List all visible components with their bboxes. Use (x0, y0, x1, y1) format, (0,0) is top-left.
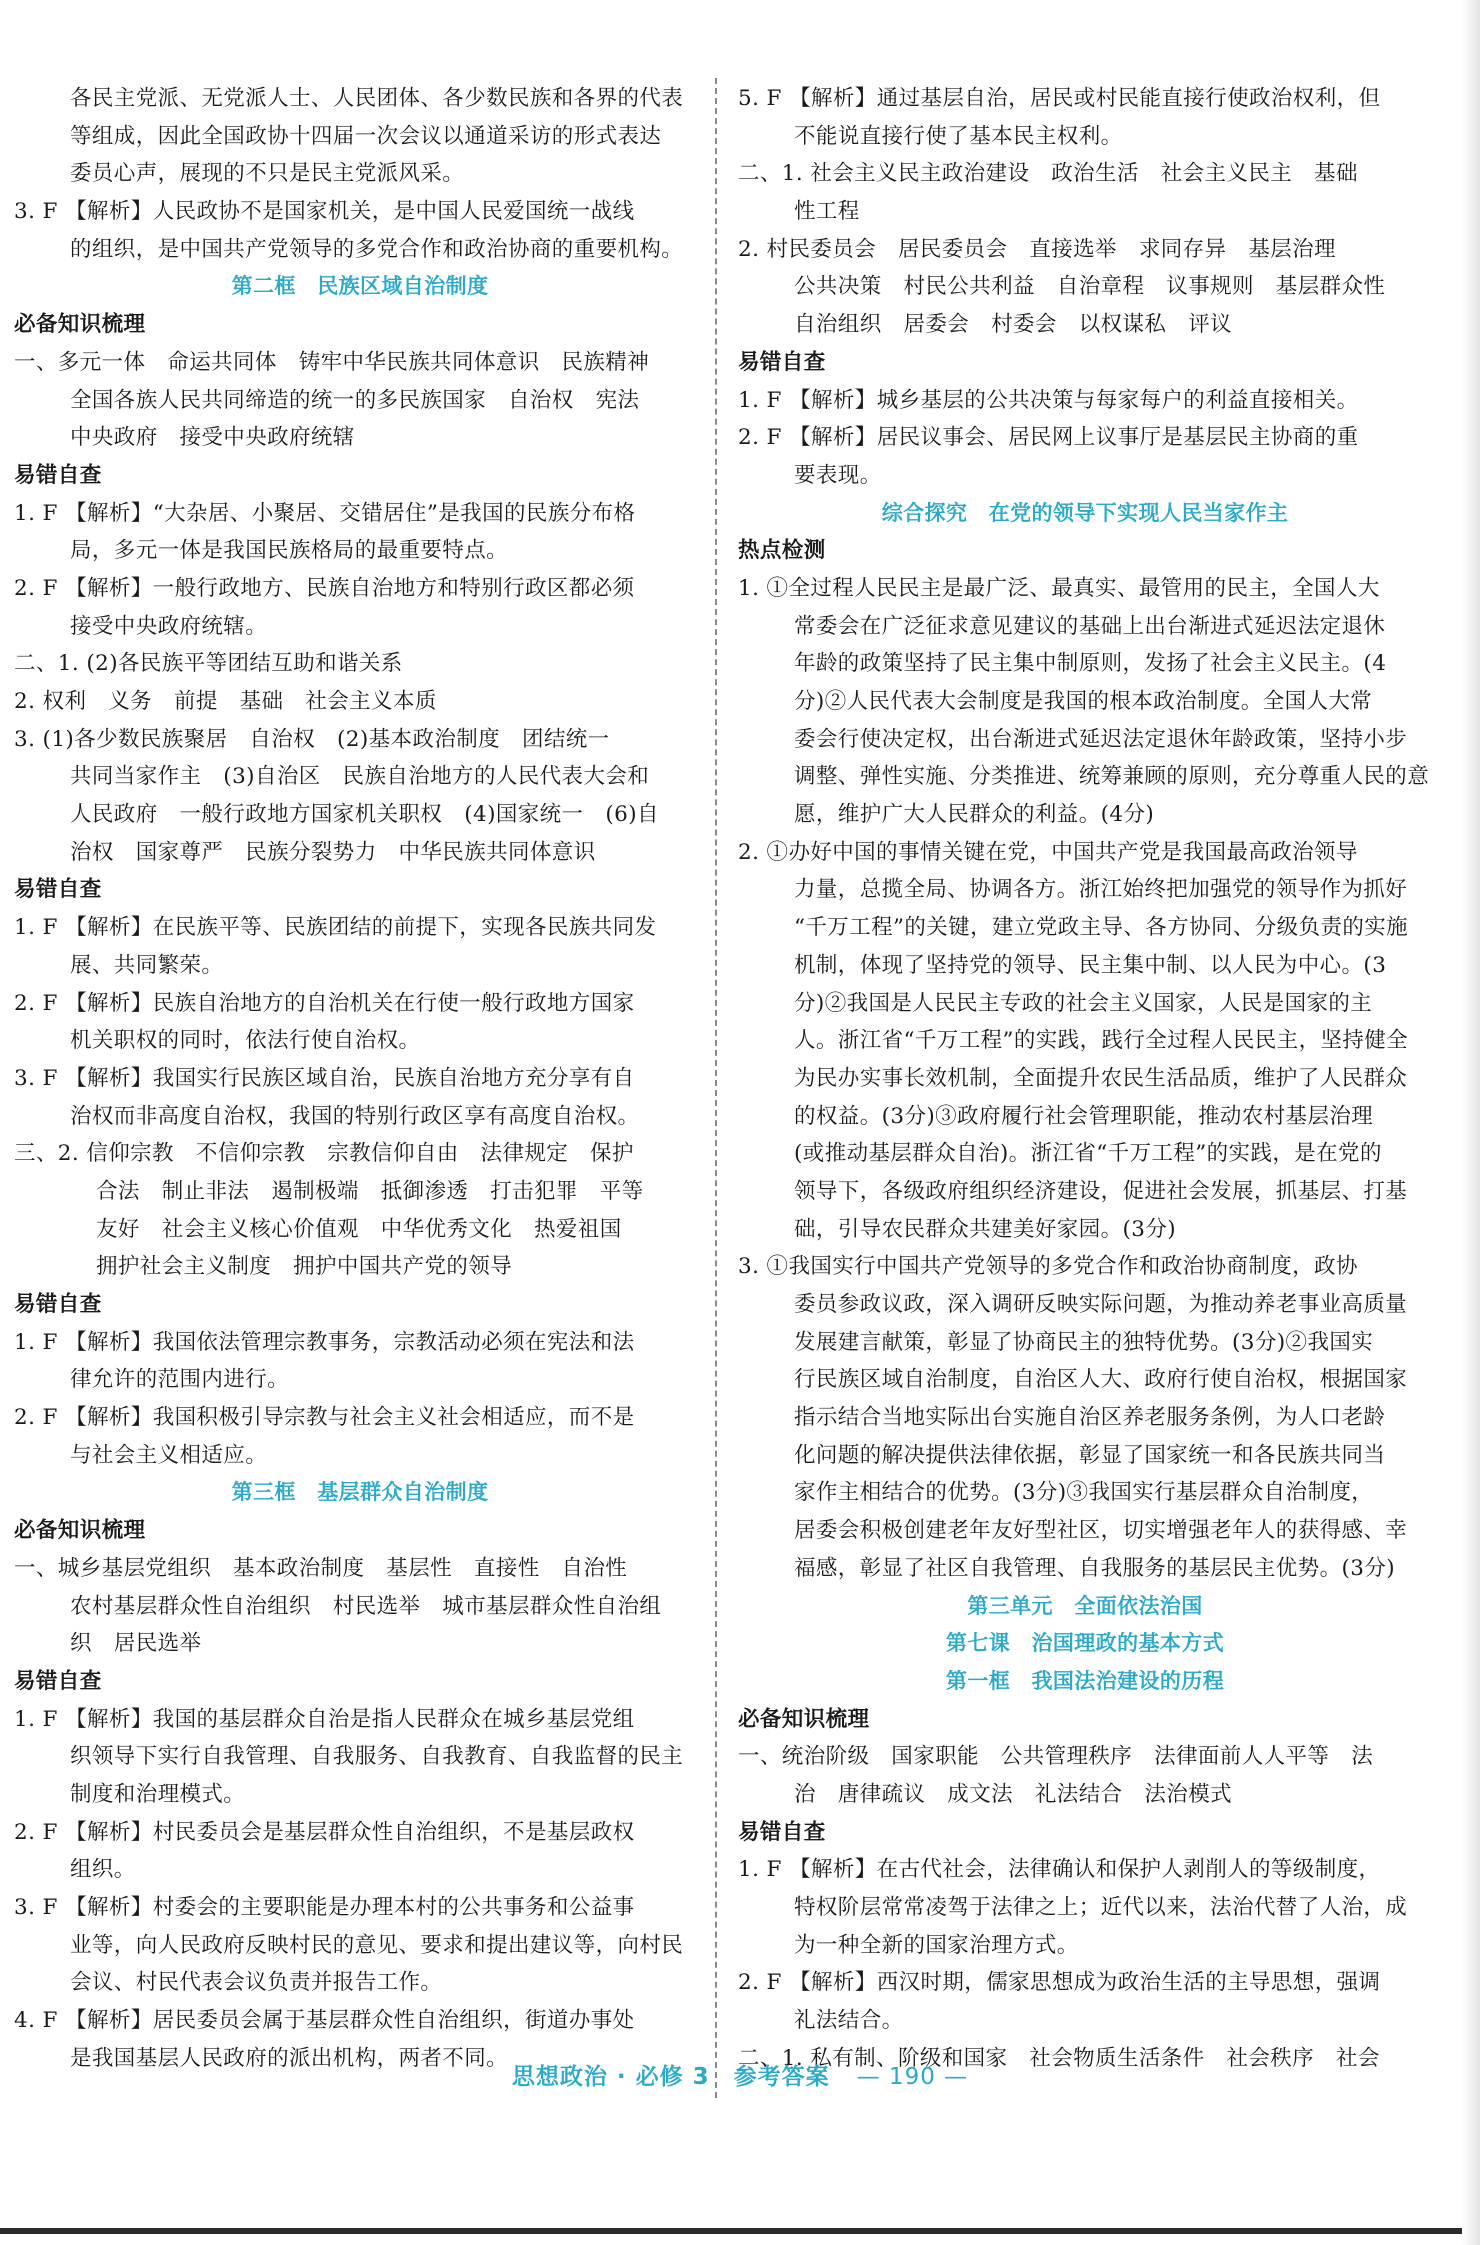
text-line: 拥护社会主义制度 拥护中国共产党的领导 (96, 1254, 513, 1280)
text-line: 1. F 【解析】在古代社会，法律确认和保护人剥削人的等级制度， (738, 1857, 1381, 1883)
text-line: 行民族区域自治制度，自治区人大、政府行使自治权，根据国家 (794, 1367, 1408, 1393)
text-line: 2. ①办好中国的事情关键在党，中国共产党是我国最高政治领导 (738, 839, 1358, 865)
text-line: 接受中央政府统辖。 (70, 613, 268, 639)
text-line: 织领导下实行自我管理、自我服务、自我教育、自我监督的民主 (70, 1744, 684, 1770)
text-line: 愿，维护广大人民群众的利益。(4分) (794, 802, 1155, 828)
text-line: 律允许的范围内进行。 (70, 1367, 290, 1393)
text-line: 1. F 【解析】我国的基层群众自治是指人民群众在城乡基层党组 (14, 1706, 635, 1732)
text-line: 力量，总揽全局、协调各方。浙江始终把加强党的领导作为抓好 (794, 877, 1408, 903)
subheading: 热点检测 (738, 538, 826, 564)
text-line: 家作主相结合的优势。(3分)③我国实行基层群众自治制度， (794, 1480, 1374, 1506)
text-line: 1. F 【解析】城乡基层的公共决策与每家每户的利益直接相关。 (738, 387, 1359, 413)
text-line: 2. F 【解析】村民委员会是基层群众性自治组织，不是基层政权 (14, 1819, 635, 1845)
text-line: 人民政府 一般行政地方国家机关职权 (4)国家统一 (6)自 (70, 802, 659, 828)
left-column (14, 80, 706, 2077)
text-line: 2. F 【解析】我国积极引导宗教与社会主义社会相适应，而不是 (14, 1405, 635, 1431)
text-line: 5. F 【解析】通过基层自治，居民或村民能直接行使政治权利，但 (738, 86, 1381, 111)
text-line: 二、1. 社会主义民主政治建设 政治生活 社会主义民主 基础 (738, 161, 1358, 187)
text-line: (或推动基层群众自治)。浙江省“千万工程”的实践，是在党的 (794, 1141, 1382, 1167)
text-line: 福感，彰显了社区自我管理、自我服务的基层民主优势。(3分) (794, 1555, 1396, 1581)
subheading: 易错自查 (14, 1292, 102, 1317)
text-line: 为民办实事长效机制，全面提升农民生活品质，维护了人民群众 (794, 1065, 1408, 1091)
text-line: 分)②我国是人民民主专政的社会主义国家，人民是国家的主 (794, 990, 1373, 1016)
text-line: 不能说直接行使了基本民主权利。 (794, 123, 1123, 149)
section-heading: 第三框 基层群众自治制度 (231, 1480, 489, 1505)
column-divider (715, 78, 717, 2098)
text-line: 要表现。 (794, 462, 882, 488)
text-line: 机制，体现了坚持党的领导、民主集中制、以人民为中心。(3 (794, 952, 1387, 978)
text-line: 三、2. 信仰宗教 不信仰宗教 宗教信仰自由 法律规定 保护 (14, 1141, 634, 1167)
text-line: “千万工程”的关键，建立党政主导、各方协同、分级负责的实施 (794, 915, 1409, 941)
text-line: 特权阶层常常凌驾于法律之上；近代以来，法治代替了人治，成 (794, 1895, 1408, 1920)
text-line: 3. F 【解析】我国实行民族区域自治，民族自治地方充分享有自 (14, 1065, 635, 1091)
text-line: 分)②人民代表大会制度是我国的根本政治制度。全国人大常 (794, 689, 1373, 714)
text-line: 机关职权的同时，依法行使自治权。 (70, 1028, 421, 1054)
subheading: 易错自查 (14, 877, 102, 903)
text-line: 常委会在广泛征求意见建议的基础上出台渐进式延迟法定退休 (794, 613, 1386, 639)
subheading: 必备知识梳理 (14, 1518, 146, 1544)
section-heading: 第一框 我国法治建设的历程 (945, 1668, 1225, 1693)
text-line: 2. F 【解析】一般行政地方、民族自治地方和特别行政区都必须 (14, 575, 635, 601)
subheading: 易错自查 (14, 1668, 102, 1694)
text-line: 1. F 【解析】“大杂居、小聚居、交错居住”是我国的民族分布格 (14, 500, 636, 526)
footer-page-number: — 190 — (856, 2064, 969, 2090)
footer-subject: 思想政治 · 必修 3 参考答案 (511, 2064, 830, 2090)
text-line: 为一种全新的国家治理方式。 (794, 1932, 1079, 1958)
subheading: 必备知识梳理 (14, 312, 146, 338)
text-line: 3. (1)各少数民族聚居 自治权 (2)基本政治制度 团结统一 (14, 726, 610, 752)
text-line: 领导下，各级政府组织经济建设，促进社会发展，抓基层、打基 (794, 1178, 1408, 1204)
text-line: 组织。 (70, 1857, 136, 1883)
subheading: 必备知识梳理 (738, 1706, 870, 1732)
bottom-rule (0, 2228, 1480, 2234)
text-line: 2. F 【解析】居民议事会、居民网上议事厅是基层民主协商的重 (738, 425, 1359, 451)
text-line: 制度和治理模式。 (70, 1781, 246, 1807)
text-line: 2. F 【解析】民族自治地方的自治机关在行使一般行政地方国家 (14, 990, 635, 1016)
text-line: 自治组织 居委会 村委会 以权谋私 评议 (794, 312, 1233, 338)
text-line: 委会行使决定权，出台渐进式延迟法定退休年龄政策，坚持小步 (794, 726, 1408, 752)
text-line: 1. ①全过程人民民主是最广泛、最真实、最管用的民主，全国人大 (738, 575, 1380, 601)
section-heading: 第七课 治国理政的基本方式 (945, 1631, 1225, 1656)
text-line: 合法 制止非法 遏制极端 抵御渗透 打击犯罪 平等 (96, 1178, 644, 1204)
text-line: 1. F 【解析】我国依法管理宗教事务，宗教活动必须在宪法和法 (14, 1329, 635, 1355)
text-line: 业等，向人民政府反映村民的意见、要求和提出建议等，向村民 (70, 1932, 684, 1958)
text-line: 礼法结合。 (794, 2008, 904, 2034)
text-line: 会议、村民代表会议负责并报告工作。 (70, 1970, 443, 1996)
text-line: 治 唐律疏议 成文法 礼法结合 法治模式 (794, 1781, 1233, 1807)
text-line: 2. 权利 义务 前提 基础 社会主义本质 (14, 689, 437, 714)
text-line: 共同当家作主 (3)自治区 民族自治地方的人民代表大会和 (70, 764, 650, 790)
text-line: 3. ①我国实行中国共产党领导的多党合作和政治协商制度，政协 (738, 1254, 1358, 1280)
page-edge-shadow (1462, 0, 1480, 2245)
text-line: 农村基层群众性自治组织 村民选举 城市基层群众性自治组 (70, 1593, 662, 1619)
text-line: 织 居民选举 (70, 1631, 202, 1657)
text-line: 3. F 【解析】村委会的主要职能是办理本村的公共事务和公益事 (14, 1895, 635, 1920)
text-line: 人。浙江省“千万工程”的实践，践行全过程人民民主，坚持健全 (794, 1028, 1409, 1054)
text-line: 委员心声，展现的不只是民主党派风采。 (70, 161, 465, 187)
subheading: 易错自查 (738, 1819, 826, 1845)
text-line: 性工程 (794, 199, 860, 225)
text-line: 中央政府 接受中央政府统辖 (70, 425, 355, 451)
text-line: 等组成，因此全国政协十四届一次会议以通道采访的形式表达 (70, 123, 662, 149)
text-line: 础，引导农民群众共建美好家园。(3分) (794, 1216, 1177, 1242)
text-line: 一、多元一体 命运共同体 铸牢中华民族共同体意识 民族精神 (14, 349, 650, 375)
subheading: 易错自查 (14, 462, 102, 488)
text-line: 与社会主义相适应。 (70, 1442, 268, 1468)
text-line: 发展建言献策，彰显了协商民主的独特优势。(3分)②我国实 (794, 1329, 1374, 1355)
page-footer (0, 2058, 1480, 2091)
text-line: 治权而非高度自治权，我国的特别行政区享有高度自治权。 (70, 1103, 640, 1129)
text-line: 1. F 【解析】在民族平等、民族团结的前提下，实现各民族共同发 (14, 915, 657, 941)
text-line: 一、统治阶级 国家职能 公共管理秩序 法律面前人人平等 法 (738, 1744, 1374, 1770)
section-heading: 第二框 民族区域自治制度 (231, 274, 489, 299)
text-line: 各民主党派、无党派人士、人民团体、各少数民族和各界的代表 (70, 86, 684, 111)
text-line: 是我国基层人民政府的派出机构，两者不同。 (70, 2045, 509, 2071)
text-line: 委员参政议政，深入调研反映实际问题，为推动养老事业高质量 (794, 1292, 1408, 1317)
text-line: 治权 国家尊严 民族分裂势力 中华民族共同体意识 (70, 839, 596, 865)
text-line: 二、1. 私有制、阶级和国家 社会物质生活条件 社会秩序 社会 (738, 2045, 1380, 2071)
text-line: 化问题的解决提供法律依据，彰显了国家统一和各民族共同当 (794, 1442, 1386, 1468)
section-heading: 第三单元 全面依法治国 (967, 1593, 1203, 1618)
text-line: 公共决策 村民公共利益 自治章程 议事规则 基层群众性 (794, 274, 1386, 300)
text-line: 2. F 【解析】西汉时期，儒家思想成为政治生活的主导思想，强调 (738, 1970, 1381, 1996)
text-line: 的组织，是中国共产党领导的多党合作和政治协商的重要机构。 (70, 236, 684, 262)
text-line: 年龄的政策坚持了民主集中制原则，发扬了社会主义民主。(4 (794, 651, 1387, 677)
text-line: 指示结合当地实际出台实施自治区养老服务条例，为人口老龄 (794, 1405, 1386, 1431)
text-line: 2. 村民委员会 居民委员会 直接选举 求同存异 基层治理 (738, 236, 1336, 262)
text-line: 居委会积极创建老年友好型社区，切实增强老年人的获得感、幸 (794, 1518, 1408, 1544)
text-line: 调整、弹性实施、分类推进、统筹兼顾的原则，充分尊重人民的意 (794, 764, 1430, 790)
text-line: 4. F 【解析】居民委员会属于基层群众性自治组织，街道办事处 (14, 2008, 635, 2034)
subheading: 易错自查 (738, 349, 826, 375)
text-line: 一、城乡基层党组织 基本政治制度 基层性 直接性 自治性 (14, 1555, 628, 1581)
text-line: 友好 社会主义核心价值观 中华优秀文化 热爱祖国 (96, 1216, 622, 1242)
text-line: 展、共同繁荣。 (70, 952, 224, 978)
text-line: 二、1. (2)各民族平等团结互助和谐关系 (14, 651, 403, 677)
text-line: 3. F 【解析】人民政协不是国家机关，是中国人民爱国统一战线 (14, 199, 635, 225)
text-line: 的权益。(3分)③政府履行社会管理职能，推动农村基层治理 (794, 1103, 1374, 1129)
section-heading: 综合探究 在党的领导下实现人民当家作主 (881, 500, 1289, 525)
text-line: 局，多元一体是我国民族格局的最重要特点。 (70, 538, 509, 564)
text-line: 全国各族人民共同缔造的统一的多民族国家 自治权 宪法 (70, 387, 640, 413)
right-column (738, 80, 1432, 2077)
